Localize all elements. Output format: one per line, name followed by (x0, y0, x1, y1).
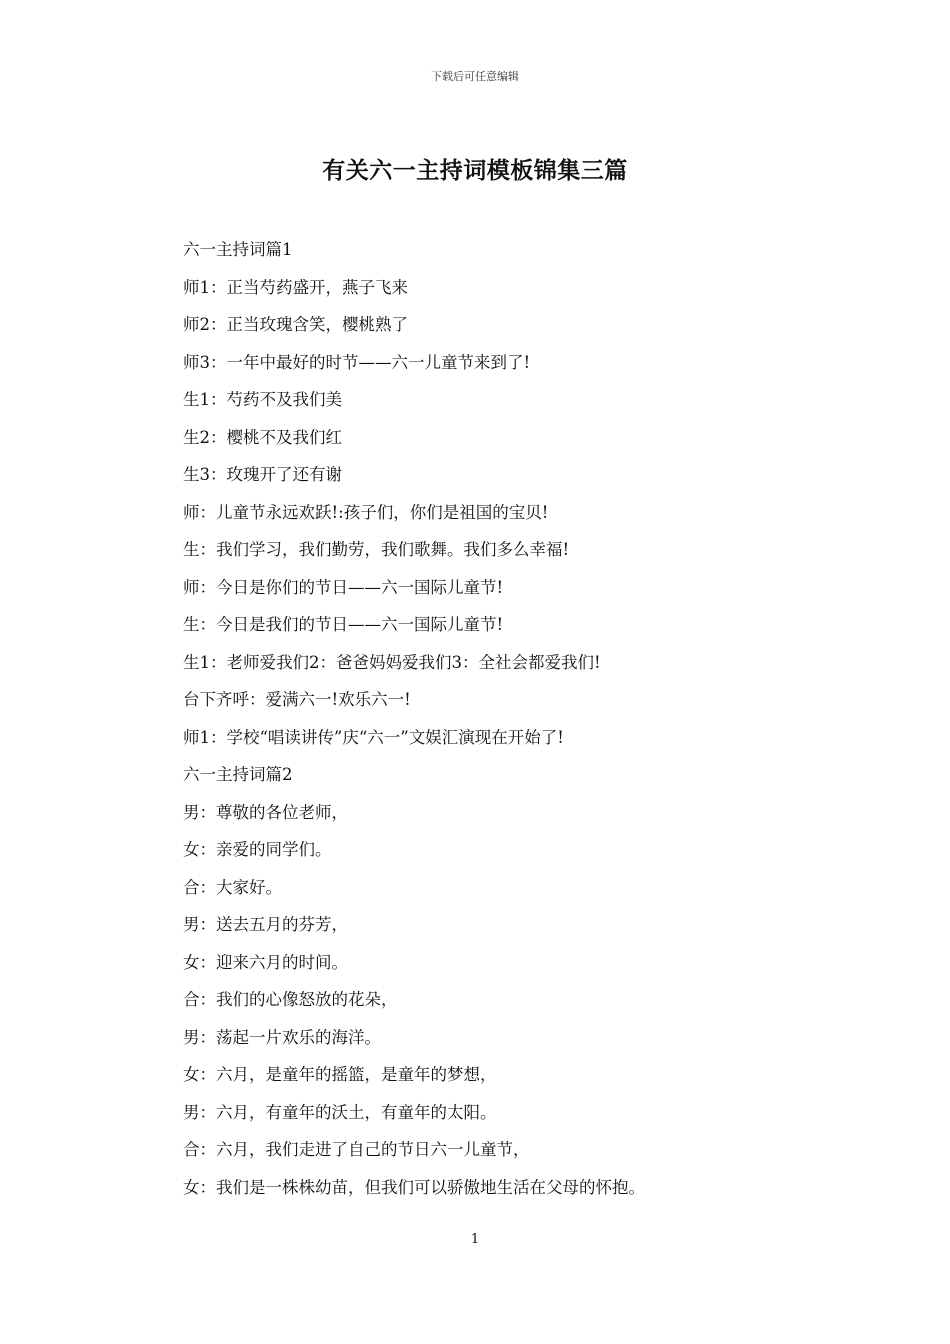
body-line: 台下齐呼：爱满六一!欢乐六一! (183, 690, 411, 709)
body-line: 师2：正当玫瑰含笑，樱桃熟了 (183, 315, 408, 334)
document-body (183, 236, 783, 1211)
body-line: 生：今日是我们的节日——六一国际儿童节! (183, 615, 504, 634)
body-line: 女：迎来六月的时间。 (183, 952, 348, 972)
body-line: 生2：樱桃不及我们红 (183, 427, 342, 447)
body-line: 六一主持词篇2 (183, 765, 293, 784)
body-line: 合：我们的心像怒放的花朵， (183, 990, 398, 1009)
body-line: 女：我们是一株株幼苗，但我们可以骄傲地生活在父母的怀抱。 (183, 1177, 645, 1197)
body-line: 男：送去五月的芬芳， (183, 915, 348, 934)
body-line: 男：荡起一片欢乐的海洋。 (183, 1027, 381, 1047)
body-line: 男：尊敬的各位老师， (183, 802, 348, 822)
body-line: 男：六月，有童年的沃土，有童年的太阳。 (183, 1102, 497, 1122)
body-line: 合：大家好。 (183, 877, 282, 897)
body-line: 女：六月，是童年的摇篮，是童年的梦想， (183, 1065, 497, 1084)
body-line: 师1：学校“唱读讲传”庆“六一”文娱汇演现在开始了! (183, 727, 564, 747)
body-line: 生1：芍药不及我们美 (183, 390, 342, 409)
page-number: 1 (470, 1232, 480, 1247)
body-line: 合：六月，我们走进了自己的节日六一儿童节， (183, 1140, 530, 1159)
body-line: 师：今日是你们的节日——六一国际儿童节! (183, 577, 504, 597)
body-line: 师3：一年中最好的时节——六一儿童节来到了! (183, 352, 531, 372)
body-line: 六一主持词篇1 (183, 240, 293, 259)
body-line: 师1：正当芍药盛开，燕子飞来 (183, 277, 408, 297)
body-line: 女：亲爱的同学们。 (183, 840, 332, 859)
body-line: 生1：老师爱我们2：爸爸妈妈爱我们3：全社会都爱我们! (183, 652, 601, 672)
header-note: 下载后可任意编辑 (431, 70, 519, 83)
body-line: 生：我们学习，我们勤劳，我们歌舞。我们多么幸福! (183, 540, 570, 559)
body-line: 生3：玫瑰开了还有谢 (183, 465, 342, 484)
document-title: 有关六一主持词模板锦集三篇 (322, 157, 628, 184)
body-line: 师：儿童节永远欢跃!:孩子们，你们是祖国的宝贝! (183, 502, 549, 522)
